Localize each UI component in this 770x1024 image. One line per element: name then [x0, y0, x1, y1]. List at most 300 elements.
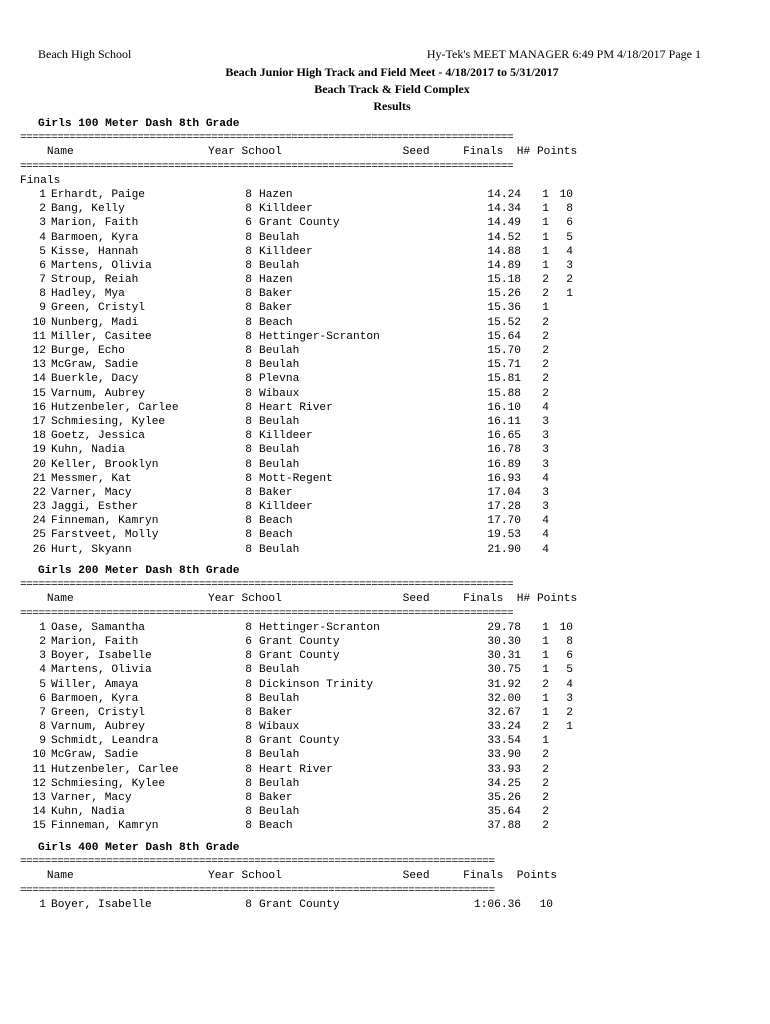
points-cell: 10 [559, 188, 573, 201]
grade-year: 8 [245, 203, 252, 216]
heat-number: 2 [542, 288, 549, 301]
school-name-cell: Beulah [259, 415, 300, 428]
grade-year: 8 [245, 806, 252, 819]
grade-year: 8 [245, 678, 252, 691]
school-name-cell: Grant County [259, 735, 340, 748]
grade-year: 8 [245, 749, 252, 762]
result-row [20, 387, 620, 401]
athlete-name: Jaggi, Esther [51, 501, 139, 514]
heat-number: 1 [542, 302, 549, 315]
points-cell: 10 [559, 621, 573, 634]
column-header: Name Year School Seed Finals H# Points [20, 146, 578, 159]
place-cell: 14 [32, 806, 46, 819]
school-name-cell: Killdeer [259, 430, 313, 443]
place-cell: 21 [32, 472, 46, 485]
final-time: 29.78 [487, 621, 521, 634]
grade-year: 8 [245, 430, 252, 443]
heat-number: 2 [542, 387, 549, 400]
heat-number: 1 [542, 650, 549, 663]
heat-number: 3 [542, 486, 549, 499]
result-row [20, 216, 620, 230]
school-name-cell: Grant County [259, 217, 340, 230]
final-time: 16.10 [487, 401, 521, 414]
athlete-name: Nunberg, Madi [51, 316, 139, 329]
school-name-cell: Beach [259, 820, 293, 833]
heat-number: 1 [542, 203, 549, 216]
school-name-cell: Grant County [259, 635, 340, 648]
final-time: 15.64 [487, 330, 521, 343]
result-row [20, 649, 620, 663]
place-cell: 4 [39, 231, 46, 244]
athlete-name: McGraw, Sadie [51, 749, 139, 762]
place-cell: 14 [32, 373, 46, 386]
column-header: Name Year School Seed Finals H# Points [20, 593, 578, 606]
final-time: 14.34 [487, 203, 521, 216]
result-row [20, 231, 620, 245]
heat-number: 2 [542, 749, 549, 762]
place-cell: 22 [32, 486, 46, 499]
athlete-name: McGraw, Sadie [51, 359, 139, 372]
athlete-name: Barmoen, Kyra [51, 692, 139, 705]
grade-year: 8 [245, 706, 252, 719]
points-cell: 1 [566, 288, 573, 301]
athlete-name: Hutzenbeler, Carlee [51, 401, 179, 414]
grade-year: 8 [245, 330, 252, 343]
final-time: 16.65 [487, 430, 521, 443]
final-time: 15.26 [487, 288, 521, 301]
school-name-cell: Beulah [259, 231, 300, 244]
heat-number: 3 [542, 415, 549, 428]
final-time: 30.31 [487, 650, 521, 663]
points-cell: 2 [566, 706, 573, 719]
place-cell: 7 [39, 706, 46, 719]
grade-year: 8 [245, 231, 252, 244]
final-time: 15.71 [487, 359, 521, 372]
points-cell: 5 [566, 664, 573, 677]
round-heading: Finals [20, 174, 61, 187]
athlete-name: Willer, Amaya [51, 678, 139, 691]
heat-number: 2 [542, 721, 549, 734]
place-cell: 8 [39, 721, 46, 734]
final-time: 15.81 [487, 373, 521, 386]
points-cell: 6 [566, 650, 573, 663]
result-row [20, 763, 620, 777]
place-cell: 3 [39, 217, 46, 230]
athlete-name: Barmoen, Kyra [51, 231, 139, 244]
heat-number: 1 [542, 664, 549, 677]
result-row [20, 415, 620, 429]
results-table [20, 621, 620, 834]
athlete-name: Hurt, Skyann [51, 543, 132, 556]
points-cell: 1 [566, 721, 573, 734]
school-name-cell: Grant County [259, 650, 340, 663]
athlete-name: Miller, Casitee [51, 330, 152, 343]
grade-year: 8 [245, 401, 252, 414]
heat-number: 4 [542, 515, 549, 528]
grade-year: 8 [245, 529, 252, 542]
athlete-name: Erhardt, Paige [51, 188, 145, 201]
grade-year: 8 [245, 792, 252, 804]
final-time: 14.24 [487, 188, 521, 201]
athlete-name: Keller, Brooklyn [51, 458, 159, 471]
result-row [20, 472, 620, 486]
school-name-cell: Beulah [259, 345, 300, 357]
final-time: 31.92 [487, 678, 521, 691]
athlete-name: Kuhn, Nadia [51, 444, 125, 457]
grade-year: 8 [245, 777, 252, 790]
grade-year: 8 [245, 820, 252, 833]
grade-year: 8 [245, 898, 252, 911]
place-cell: 10 [32, 749, 46, 762]
event-title: Girls 100 Meter Dash 8th Grade [38, 118, 240, 130]
school-name-cell: Baker [259, 302, 293, 315]
athlete-name: Stroup, Reiah [51, 274, 139, 287]
meet-manager-info: Hy-Tek's MEET MANAGER 6:49 PM 4/18/2017 Page 1 [426, 47, 701, 61]
place-cell: 13 [32, 359, 46, 372]
grade-year: 8 [245, 359, 252, 372]
place-cell: 1 [39, 898, 46, 911]
result-row [20, 663, 620, 677]
school-name-cell: Heart River [259, 763, 333, 776]
athlete-name: Varner, Macy [51, 486, 132, 499]
school-name-cell: Beulah [259, 692, 300, 705]
place-cell: 9 [39, 735, 46, 748]
grade-year: 8 [245, 735, 252, 748]
result-row [20, 372, 620, 386]
result-row [20, 259, 620, 273]
points-cell: 2 [566, 274, 573, 287]
grade-year: 8 [245, 373, 252, 386]
athlete-name: Finneman, Kamryn [51, 820, 159, 833]
place-cell: 2 [39, 635, 46, 648]
result-row [20, 245, 620, 259]
final-time: 14.88 [487, 245, 521, 258]
result-row [20, 358, 620, 372]
grade-year: 8 [245, 245, 252, 258]
points-cell: 6 [566, 217, 573, 230]
final-time: 16.89 [487, 458, 521, 471]
athlete-name: Kisse, Hannah [51, 245, 139, 258]
heat-number: 2 [542, 763, 549, 776]
place-cell: 9 [39, 302, 46, 315]
separator-line: ================================================================================ [20, 607, 514, 620]
place-cell: 23 [32, 501, 46, 514]
school-name-cell: Beulah [259, 444, 300, 457]
school-name-cell: Beulah [259, 259, 300, 272]
result-row [20, 458, 620, 472]
result-row [20, 791, 620, 805]
grade-year: 6 [245, 635, 252, 648]
heat-number: 2 [542, 373, 549, 386]
school-name-cell: Plevna [259, 373, 300, 386]
final-time: 32.00 [487, 692, 521, 705]
school-name-cell: Beulah [259, 806, 300, 819]
school-name-cell: Beulah [259, 664, 300, 677]
place-cell: 25 [32, 529, 46, 542]
final-time: 21.90 [487, 543, 521, 556]
heat-number: 3 [542, 444, 549, 457]
heat-number: 3 [542, 501, 549, 514]
school-name-cell: Wibaux [259, 387, 300, 400]
final-time: 32.67 [487, 706, 521, 719]
final-time: 14.89 [487, 259, 521, 272]
result-row [20, 898, 620, 912]
place-cell: 1 [39, 188, 46, 201]
result-row [20, 692, 620, 706]
place-cell: 12 [32, 777, 46, 790]
athlete-name: Kuhn, Nadia [51, 806, 125, 819]
event-100m [20, 117, 620, 557]
points-cell: 4 [566, 245, 573, 258]
school-name-cell: Killdeer [259, 203, 313, 216]
result-row [20, 678, 620, 692]
athlete-name: Green, Cristyl [51, 302, 145, 315]
result-row [20, 486, 620, 500]
school-name-cell: Grant County [259, 898, 340, 911]
grade-year: 8 [245, 501, 252, 514]
points-cell: 10 [539, 898, 553, 911]
separator-line: ============================================================================= [20, 884, 495, 897]
separator-line: ============================================================================= [20, 856, 495, 869]
result-row [20, 429, 620, 443]
place-cell: 6 [39, 692, 46, 705]
final-time: 15.70 [487, 345, 521, 357]
result-row [20, 528, 620, 542]
grade-year: 8 [245, 763, 252, 776]
results-table [20, 188, 620, 557]
place-cell: 19 [32, 444, 46, 457]
heat-number: 2 [542, 678, 549, 691]
grade-year: 8 [245, 302, 252, 315]
result-row [20, 720, 620, 734]
heat-number: 4 [542, 543, 549, 556]
athlete-name: Green, Cristyl [51, 706, 145, 719]
athlete-name: Messmer, Kat [51, 472, 132, 485]
final-time: 16.93 [487, 472, 521, 485]
place-cell: 20 [32, 458, 46, 471]
athlete-name: Marion, Faith [51, 635, 139, 648]
result-row [20, 819, 620, 833]
result-row [20, 500, 620, 514]
athlete-name: Varnum, Aubrey [51, 387, 145, 400]
final-time: 17.70 [487, 515, 521, 528]
result-row [20, 748, 620, 762]
school-name-cell: Hazen [259, 274, 293, 287]
place-cell: 8 [39, 288, 46, 301]
final-time: 35.64 [487, 806, 521, 819]
heat-number: 1 [542, 231, 549, 244]
final-time: 16.11 [487, 415, 521, 428]
heat-number: 2 [542, 316, 549, 329]
place-cell: 2 [39, 203, 46, 216]
result-row [20, 344, 620, 358]
athlete-name: Bang, Kelly [51, 203, 125, 216]
place-cell: 1 [39, 621, 46, 634]
athlete-name: Hadley, Mya [51, 288, 125, 301]
school-name-cell: Heart River [259, 401, 333, 414]
place-cell: 5 [39, 678, 46, 691]
school-name-cell: Wibaux [259, 721, 300, 734]
result-row [20, 273, 620, 287]
school-name-cell: Beach [259, 515, 293, 528]
athlete-name: Martens, Olivia [51, 664, 152, 677]
result-row [20, 734, 620, 748]
grade-year: 8 [245, 458, 252, 471]
heat-number: 1 [542, 245, 549, 258]
place-cell: 4 [39, 664, 46, 677]
final-time: 30.75 [487, 664, 521, 677]
venue-title: Beach Track & Field Complex [314, 82, 470, 96]
athlete-name: Boyer, Isabelle [51, 650, 152, 663]
place-cell: 11 [32, 330, 46, 343]
column-header: Name Year School Seed Finals Points [20, 870, 558, 883]
school-name-cell: Beulah [259, 543, 300, 556]
heat-number: 1 [542, 706, 549, 719]
school-name-cell: Baker [259, 486, 293, 499]
result-row [20, 805, 620, 819]
meet-title: Beach Junior High Track and Field Meet - 4/18/2017 to 5/31/2017 [225, 65, 559, 79]
points-cell: 8 [566, 203, 573, 216]
result-row [20, 621, 620, 635]
final-time: 15.18 [487, 274, 521, 287]
school-name-cell: Hettinger-Scranton [259, 621, 380, 634]
event-200m [20, 564, 620, 834]
place-cell: 10 [32, 316, 46, 329]
grade-year: 8 [245, 274, 252, 287]
result-row [20, 188, 620, 202]
heat-number: 2 [542, 359, 549, 372]
athlete-name: Schmiesing, Kylee [51, 415, 166, 428]
place-cell: 6 [39, 259, 46, 272]
grade-year: 8 [245, 650, 252, 663]
athlete-name: Goetz, Jessica [51, 430, 145, 443]
school-name-cell: Dickinson Trinity [259, 678, 374, 691]
athlete-name: Marion, Faith [51, 217, 139, 230]
athlete-name: Buerkle, Dacy [51, 373, 139, 386]
grade-year: 8 [245, 444, 252, 457]
grade-year: 8 [245, 288, 252, 301]
event-400m [20, 841, 620, 912]
final-time: 17.28 [487, 501, 521, 514]
event-title: Girls 200 Meter Dash 8th Grade [38, 565, 240, 577]
place-cell: 7 [39, 274, 46, 287]
final-time: 15.88 [487, 387, 521, 400]
grade-year: 8 [245, 415, 252, 428]
athlete-name: Hutzenbeler, Carlee [51, 763, 179, 776]
heat-number: 3 [542, 430, 549, 443]
grade-year: 8 [245, 664, 252, 677]
points-cell: 3 [566, 692, 573, 705]
final-time: 33.54 [487, 735, 521, 748]
athlete-name: Martens, Olivia [51, 259, 152, 272]
result-row [20, 514, 620, 528]
points-cell: 3 [566, 259, 573, 272]
result-row [20, 287, 620, 301]
grade-year: 8 [245, 345, 252, 357]
results-table [20, 898, 620, 912]
place-cell: 11 [32, 763, 46, 776]
school-name-cell: Baker [259, 792, 293, 804]
grade-year: 8 [245, 188, 252, 201]
athlete-name: Schmiesing, Kylee [51, 777, 166, 790]
grade-year: 8 [245, 472, 252, 485]
school-name-cell: Killdeer [259, 245, 313, 258]
final-time: 16.78 [487, 444, 521, 457]
heat-number: 1 [542, 635, 549, 648]
school-name-cell: Hazen [259, 188, 293, 201]
result-row [20, 202, 620, 216]
results-title: Results [373, 99, 411, 113]
athlete-name: Burge, Echo [51, 345, 125, 357]
final-time: 15.36 [487, 302, 521, 315]
school-name-cell: Mott-Regent [259, 472, 333, 485]
heat-number: 1 [542, 621, 549, 634]
final-time: 30.30 [487, 635, 521, 648]
result-row [20, 316, 620, 330]
athlete-name: Varnum, Aubrey [51, 721, 145, 734]
athlete-name: Oase, Samantha [51, 621, 145, 634]
result-row [20, 706, 620, 720]
school-name: Beach High School [38, 47, 132, 61]
place-cell: 24 [32, 515, 46, 528]
result-row [20, 635, 620, 649]
separator-line: ================================================================================ [20, 132, 514, 145]
final-time: 35.26 [487, 792, 521, 804]
result-row [20, 401, 620, 415]
final-time: 33.90 [487, 749, 521, 762]
place-cell: 15 [32, 387, 46, 400]
place-cell: 15 [32, 820, 46, 833]
athlete-name: Finneman, Kamryn [51, 515, 159, 528]
heat-number: 4 [542, 529, 549, 542]
school-name-cell: Killdeer [259, 501, 313, 514]
final-time: 19.53 [487, 529, 521, 542]
grade-year: 8 [245, 486, 252, 499]
result-row [20, 301, 620, 315]
grade-year: 8 [245, 259, 252, 272]
place-cell: 26 [32, 543, 46, 556]
grade-year: 8 [245, 316, 252, 329]
grade-year: 8 [245, 621, 252, 634]
heat-number: 2 [542, 806, 549, 819]
result-row [20, 777, 620, 791]
school-name-cell: Beach [259, 529, 293, 542]
points-cell: 4 [566, 678, 573, 691]
school-name-cell: Hettinger-Scranton [259, 330, 380, 343]
athlete-name: Farstveet, Molly [51, 529, 159, 542]
grade-year: 8 [245, 515, 252, 528]
place-cell: 5 [39, 245, 46, 258]
place-cell: 13 [32, 792, 46, 804]
final-time: 14.52 [487, 231, 521, 244]
result-row [20, 330, 620, 344]
athlete-name: Boyer, Isabelle [51, 898, 152, 911]
heat-number: 2 [542, 792, 549, 804]
school-name-cell: Beach [259, 316, 293, 329]
school-name-cell: Baker [259, 288, 293, 301]
grade-year: 8 [245, 721, 252, 734]
heat-number: 1 [542, 735, 549, 748]
school-name-cell: Beulah [259, 777, 300, 790]
result-row [20, 543, 620, 557]
event-title: Girls 400 Meter Dash 8th Grade [38, 842, 240, 854]
school-name-cell: Baker [259, 706, 293, 719]
heat-number: 1 [542, 188, 549, 201]
school-name-cell: Beulah [259, 458, 300, 471]
final-time: 15.52 [487, 316, 521, 329]
place-cell: 18 [32, 430, 46, 443]
athlete-name: Schmidt, Leandra [51, 735, 159, 748]
